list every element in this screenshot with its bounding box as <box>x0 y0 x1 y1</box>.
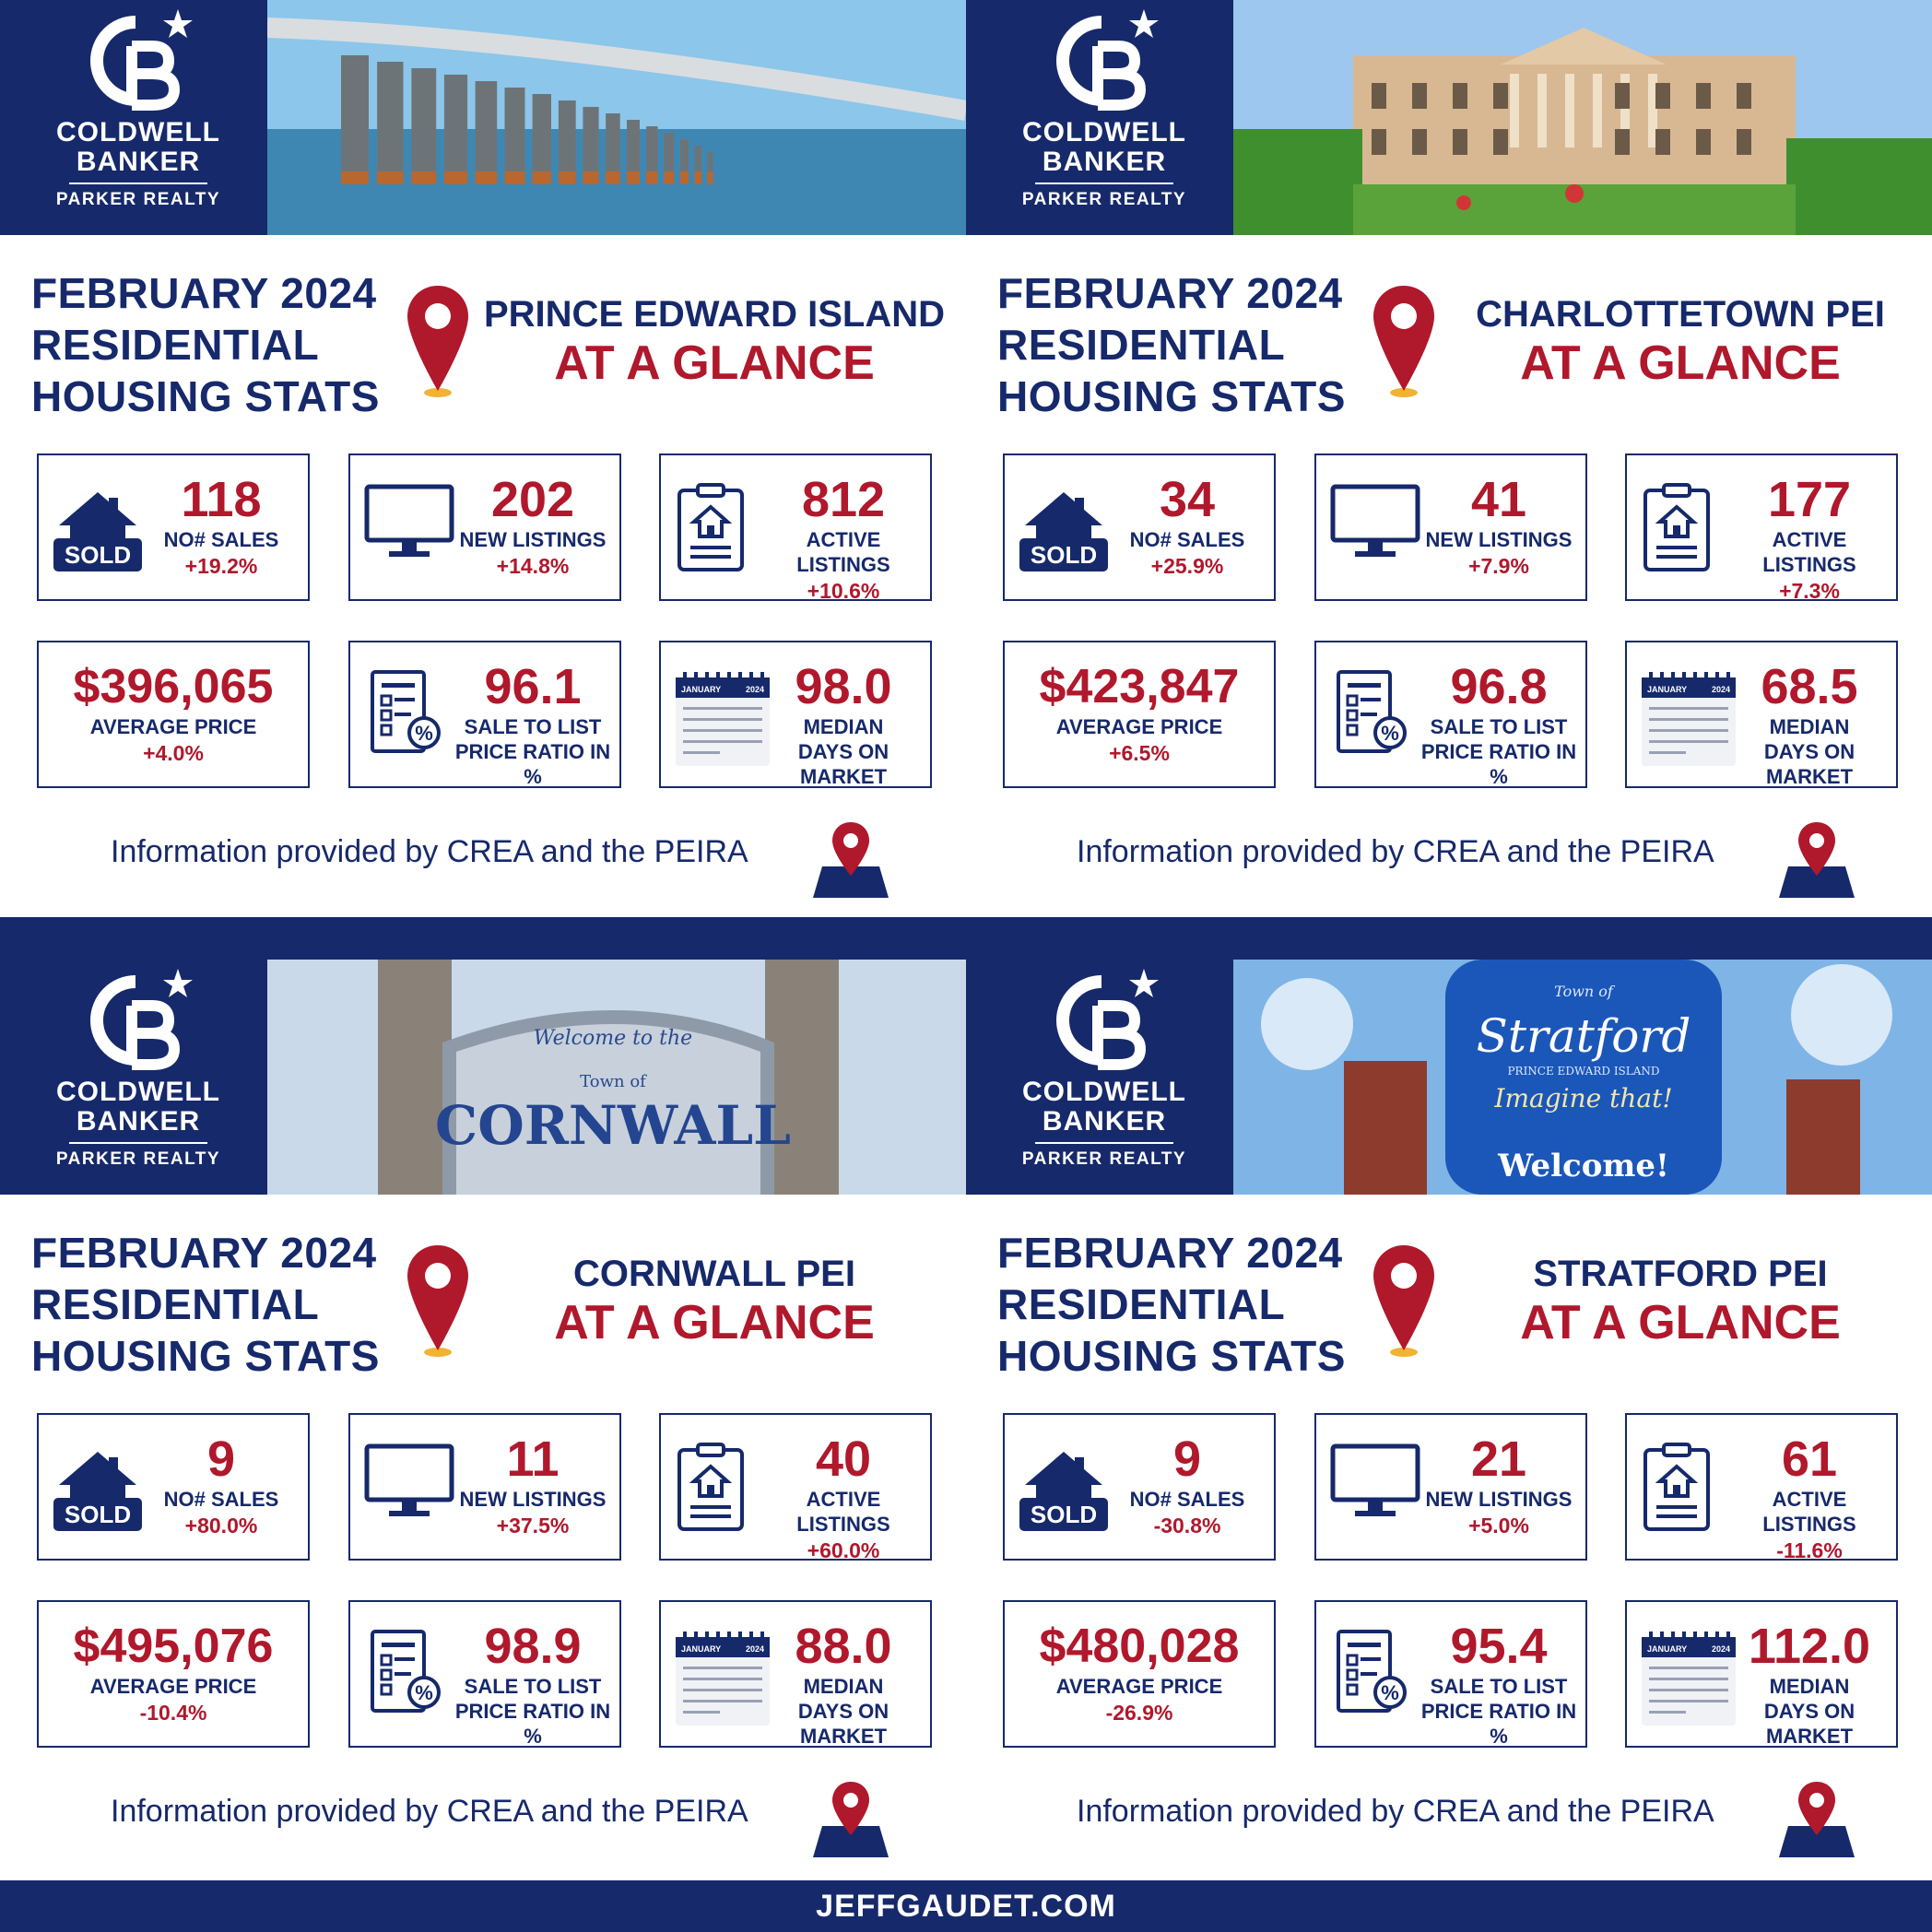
clipboard-house-icon <box>1640 1441 1714 1537</box>
sales-value: 118 <box>181 472 262 527</box>
at-a-glance: AT A GLANCE <box>554 336 875 390</box>
location-pin-icon <box>406 284 470 404</box>
stat-sale-to-list <box>348 641 621 788</box>
average-price-change: -26.9% <box>1105 1701 1173 1725</box>
days-on-market-label3: MARKET <box>799 1725 888 1748</box>
panel-stratford <box>966 960 1932 1877</box>
days-on-market-label1: MEDIAN <box>803 715 884 738</box>
stat-average-price <box>37 641 310 788</box>
map-pin-icon <box>1775 1778 1858 1861</box>
average-price-change: -10.4% <box>139 1701 207 1725</box>
banner-photo <box>267 0 966 235</box>
sales-change: -30.8% <box>1153 1514 1221 1537</box>
active-listings-change: +60.0% <box>807 1538 880 1562</box>
banner-photo <box>1233 0 1932 235</box>
location-heading <box>479 1253 949 1350</box>
new-listings-change: +5.0% <box>1468 1514 1529 1537</box>
brand-name-line2: BANKER <box>1042 1106 1167 1137</box>
calendar-year: 2024 <box>1711 1644 1730 1654</box>
sales-value: 9 <box>206 1431 236 1487</box>
stat-days-on-market <box>659 641 932 788</box>
days-on-market-label2: DAYS ON <box>1763 740 1855 763</box>
report-title <box>31 1227 380 1382</box>
stat-sale-to-list <box>1314 641 1587 788</box>
new-listings-value: 202 <box>490 472 575 527</box>
new-listings-label: NEW LISTINGS <box>459 1488 607 1511</box>
cb-monogram-icon <box>78 9 198 118</box>
sales-value: 9 <box>1172 1431 1202 1487</box>
sale-to-list-value: 98.9 <box>484 1619 582 1674</box>
cb-monogram-icon <box>1044 9 1164 118</box>
percent-document-icon <box>363 668 446 765</box>
brand-rule <box>69 1142 207 1144</box>
sold-badge-text: SOLD <box>1030 1501 1098 1528</box>
new-listings-label: NEW LISTINGS <box>459 528 607 551</box>
active-listings-change: +7.3% <box>1779 579 1840 603</box>
svg-text:CORNWALL: CORNWALL <box>435 1094 791 1157</box>
calendar-year: 2024 <box>745 685 764 694</box>
sold-badge-text: SOLD <box>64 1501 132 1528</box>
stat-average-price <box>1003 1600 1276 1748</box>
active-listings-label: ACTIVE LISTINGS <box>796 1488 890 1536</box>
stat-new-listings <box>1314 454 1587 601</box>
active-listings-label: ACTIVE LISTINGS <box>1762 1488 1856 1536</box>
brand-rule <box>1035 1142 1173 1144</box>
stat-new-listings <box>1314 1413 1587 1561</box>
days-on-market-value: 98.0 <box>795 659 892 714</box>
active-listings-value: 40 <box>815 1431 872 1487</box>
average-price-label: AVERAGE PRICE <box>1055 715 1223 738</box>
sale-to-list-value: 96.8 <box>1450 659 1548 714</box>
location-heading <box>1445 293 1915 391</box>
stat-active-listings <box>659 454 932 601</box>
calendar-month: JANUARY <box>1647 685 1688 694</box>
monitor-icon <box>1329 1441 1421 1528</box>
days-on-market-label3: MARKET <box>1765 765 1854 788</box>
calendar-year: 2024 <box>745 1644 764 1654</box>
sold-house-icon <box>1018 481 1110 578</box>
data-source-note: Information provided by CREA and the PEIRA <box>111 1794 748 1829</box>
brand-name-line1: COLDWELL <box>1022 1077 1186 1107</box>
sale-to-list-label2: PRICE RATIO IN % <box>1420 740 1577 788</box>
location-heading <box>479 293 949 391</box>
svg-text:%: % <box>1381 1681 1399 1704</box>
days-on-market-label2: DAYS ON <box>1763 1700 1855 1723</box>
calendar-icon <box>674 668 772 774</box>
at-a-glance: AT A GLANCE <box>554 1296 875 1349</box>
svg-text:Welcome!: Welcome! <box>1498 1148 1669 1184</box>
brand-logo <box>37 9 240 230</box>
days-on-market-label1: MEDIAN <box>1769 715 1850 738</box>
calendar-month: JANUARY <box>681 685 722 694</box>
days-on-market-label3: MARKET <box>799 765 888 788</box>
clipboard-house-icon <box>1640 481 1714 578</box>
map-pin-icon <box>1775 819 1858 901</box>
sold-house-icon <box>1018 1441 1110 1537</box>
new-listings-value: 11 <box>506 1431 560 1487</box>
sales-change: +80.0% <box>184 1514 258 1537</box>
banner <box>0 960 966 1195</box>
brand-name-line1: COLDWELL <box>56 117 220 147</box>
brand-name-line1: COLDWELL <box>56 1077 220 1107</box>
active-listings-change: -11.6% <box>1776 1538 1843 1562</box>
sale-to-list-label1: SALE TO LIST <box>1430 715 1568 738</box>
monitor-icon <box>363 1441 455 1528</box>
calendar-month: JANUARY <box>681 1644 722 1654</box>
panel-cornwall <box>0 960 966 1877</box>
days-on-market-label2: DAYS ON <box>797 740 889 763</box>
banner-photo <box>267 960 966 1195</box>
stat-sale-to-list <box>1314 1600 1587 1748</box>
days-on-market-value: 112.0 <box>1748 1619 1871 1674</box>
sale-to-list-value: 95.4 <box>1450 1619 1548 1674</box>
brand-subtitle: PARKER REALTY <box>55 1149 221 1169</box>
svg-text:PRINCE EDWARD ISLAND: PRINCE EDWARD ISLAND <box>1507 1065 1660 1078</box>
calendar-month: JANUARY <box>1647 1644 1688 1654</box>
banner <box>0 0 966 235</box>
title-line1: FEBRUARY 2024 <box>997 1229 1343 1277</box>
svg-text:Town of: Town of <box>580 1072 646 1091</box>
active-listings-value: 177 <box>1767 472 1852 527</box>
stat-new-listings <box>348 454 621 601</box>
stat-days-on-market <box>1625 641 1898 788</box>
at-a-glance: AT A GLANCE <box>1520 1296 1841 1349</box>
sales-change: +19.2% <box>184 554 258 578</box>
svg-text:Welcome to the: Welcome to the <box>533 1027 693 1050</box>
stat-average-price <box>37 1600 310 1748</box>
active-listings-change: +10.6% <box>807 579 880 603</box>
percent-document-icon <box>1329 668 1412 765</box>
days-on-market-label1: MEDIAN <box>1769 1675 1850 1698</box>
banner-photo <box>1233 960 1932 1195</box>
svg-text:%: % <box>415 722 433 745</box>
location-pin-icon <box>1372 1243 1436 1363</box>
active-listings-value: 812 <box>801 472 886 527</box>
panel-prince-edward-island <box>0 0 966 917</box>
sale-to-list-label1: SALE TO LIST <box>1430 1675 1568 1698</box>
banner <box>966 0 1932 235</box>
new-listings-change: +7.9% <box>1468 554 1529 578</box>
days-on-market-value: 88.0 <box>795 1619 892 1674</box>
sale-to-list-label1: SALE TO LIST <box>464 1675 602 1698</box>
days-on-market-label3: MARKET <box>1765 1725 1854 1748</box>
footer-bar <box>0 1880 1932 1932</box>
calendar-icon <box>674 1628 772 1734</box>
clipboard-house-icon <box>674 481 748 578</box>
sold-badge-text: SOLD <box>1030 541 1098 569</box>
brand-subtitle: PARKER REALTY <box>1021 1149 1187 1169</box>
sale-to-list-label2: PRICE RATIO IN % <box>454 1700 611 1748</box>
stat-sale-to-list <box>348 1600 621 1748</box>
title-line1: FEBRUARY 2024 <box>31 1229 377 1277</box>
average-price-label: AVERAGE PRICE <box>1055 1675 1223 1698</box>
title-line3: HOUSING STATS <box>31 1332 380 1380</box>
title-line2: RESIDENTIAL <box>31 321 320 369</box>
stat-average-price <box>1003 641 1276 788</box>
title-line3: HOUSING STATS <box>31 372 380 420</box>
map-pin-icon <box>809 819 892 901</box>
percent-document-icon <box>363 1628 446 1725</box>
svg-text:%: % <box>1381 722 1399 745</box>
title-line2: RESIDENTIAL <box>31 1280 320 1328</box>
panel-charlottetown <box>966 0 1932 917</box>
title-line1: FEBRUARY 2024 <box>997 269 1343 317</box>
cb-monogram-icon <box>78 969 198 1078</box>
percent-document-icon <box>1329 1628 1412 1725</box>
location-pin-icon <box>1372 284 1436 404</box>
sales-label: NO# SALES <box>163 528 279 551</box>
svg-text:Stratford: Stratford <box>1476 1009 1691 1063</box>
location-name: PRINCE EDWARD ISLAND <box>483 294 946 335</box>
title-line2: RESIDENTIAL <box>997 1280 1286 1328</box>
stat-active-listings <box>1625 1413 1898 1561</box>
stat-sales <box>37 454 310 601</box>
at-a-glance: AT A GLANCE <box>1520 336 1841 390</box>
brand-rule <box>69 183 207 184</box>
new-listings-label: NEW LISTINGS <box>1425 528 1573 551</box>
stat-new-listings <box>348 1413 621 1561</box>
title-line3: HOUSING STATS <box>997 372 1346 420</box>
brand-subtitle: PARKER REALTY <box>1021 190 1187 209</box>
sold-badge-text: SOLD <box>64 541 132 569</box>
average-price-value: $495,076 <box>73 1620 274 1673</box>
brand-name-line1: COLDWELL <box>1022 117 1186 147</box>
sales-value: 34 <box>1159 472 1216 527</box>
data-source-note: Information provided by CREA and the PEIRA <box>1077 1794 1714 1829</box>
brand-rule <box>1035 183 1173 184</box>
new-listings-label: NEW LISTINGS <box>1425 1488 1573 1511</box>
calendar-icon <box>1640 668 1738 774</box>
section-divider <box>0 917 1932 960</box>
average-price-value: $480,028 <box>1039 1620 1240 1673</box>
brand-name-line2: BANKER <box>1042 147 1167 177</box>
sales-label: NO# SALES <box>163 1488 279 1511</box>
brand-name-line2: BANKER <box>76 1106 201 1137</box>
location-heading <box>1445 1253 1915 1350</box>
new-listings-change: +14.8% <box>496 554 570 578</box>
stat-sales <box>1003 1413 1276 1561</box>
stat-active-listings <box>1625 454 1898 601</box>
map-pin-icon <box>809 1778 892 1861</box>
report-title <box>997 267 1346 422</box>
data-source-note: Information provided by CREA and the PEIRA <box>111 834 748 869</box>
average-price-value: $396,065 <box>73 660 274 713</box>
svg-text:Imagine that!: Imagine that! <box>1494 1083 1673 1113</box>
sale-to-list-value: 96.1 <box>484 659 582 714</box>
sale-to-list-label2: PRICE RATIO IN % <box>1420 1700 1577 1748</box>
stat-days-on-market <box>1625 1600 1898 1748</box>
cb-monogram-icon <box>1044 969 1164 1078</box>
location-name: CORNWALL PEI <box>573 1254 855 1294</box>
new-listings-change: +37.5% <box>496 1514 570 1537</box>
average-price-value: $423,847 <box>1039 660 1240 713</box>
location-name: STRATFORD PEI <box>1533 1254 1828 1294</box>
average-price-change: +6.5% <box>1109 741 1170 765</box>
active-listings-label: ACTIVE LISTINGS <box>796 528 890 576</box>
clipboard-house-icon <box>674 1441 748 1537</box>
average-price-change: +4.0% <box>143 741 204 765</box>
days-on-market-label1: MEDIAN <box>803 1675 884 1698</box>
sale-to-list-label1: SALE TO LIST <box>464 715 602 738</box>
banner <box>966 960 1932 1195</box>
sale-to-list-label2: PRICE RATIO IN % <box>454 740 611 788</box>
title-line3: HOUSING STATS <box>997 1332 1346 1380</box>
calendar-year: 2024 <box>1711 685 1730 694</box>
sold-house-icon <box>52 1441 144 1537</box>
brand-logo <box>1003 969 1206 1190</box>
average-price-label: AVERAGE PRICE <box>89 715 257 738</box>
title-line2: RESIDENTIAL <box>997 321 1286 369</box>
report-title <box>997 1227 1346 1382</box>
brand-logo <box>37 969 240 1190</box>
svg-text:Town of: Town of <box>1554 983 1613 1000</box>
brand-name-line2: BANKER <box>76 147 201 177</box>
data-source-note: Information provided by CREA and the PEIRA <box>1077 834 1714 869</box>
new-listings-value: 41 <box>1470 472 1527 527</box>
footer-website[interactable]: JEFFGAUDET.COM <box>816 1889 1116 1924</box>
active-listings-label: ACTIVE LISTINGS <box>1762 528 1856 576</box>
brand-subtitle: PARKER REALTY <box>55 190 221 209</box>
average-price-label: AVERAGE PRICE <box>89 1675 257 1698</box>
brand-logo <box>1003 9 1206 230</box>
sales-change: +25.9% <box>1150 554 1224 578</box>
sold-house-icon <box>52 481 144 578</box>
stat-active-listings <box>659 1413 932 1561</box>
days-on-market-value: 68.5 <box>1761 659 1858 714</box>
location-pin-icon <box>406 1243 470 1363</box>
stat-sales <box>37 1413 310 1561</box>
sales-label: NO# SALES <box>1129 1488 1245 1511</box>
stat-days-on-market <box>659 1600 932 1748</box>
svg-text:%: % <box>415 1681 433 1704</box>
monitor-icon <box>363 481 455 569</box>
new-listings-value: 21 <box>1470 1431 1527 1487</box>
active-listings-value: 61 <box>1781 1431 1838 1487</box>
stat-sales <box>1003 454 1276 601</box>
report-title <box>31 267 380 422</box>
sales-label: NO# SALES <box>1129 528 1245 551</box>
monitor-icon <box>1329 481 1421 569</box>
location-name: CHARLOTTETOWN PEI <box>1476 294 1885 335</box>
days-on-market-label2: DAYS ON <box>797 1700 889 1723</box>
title-line1: FEBRUARY 2024 <box>31 269 377 317</box>
calendar-icon <box>1640 1628 1738 1734</box>
